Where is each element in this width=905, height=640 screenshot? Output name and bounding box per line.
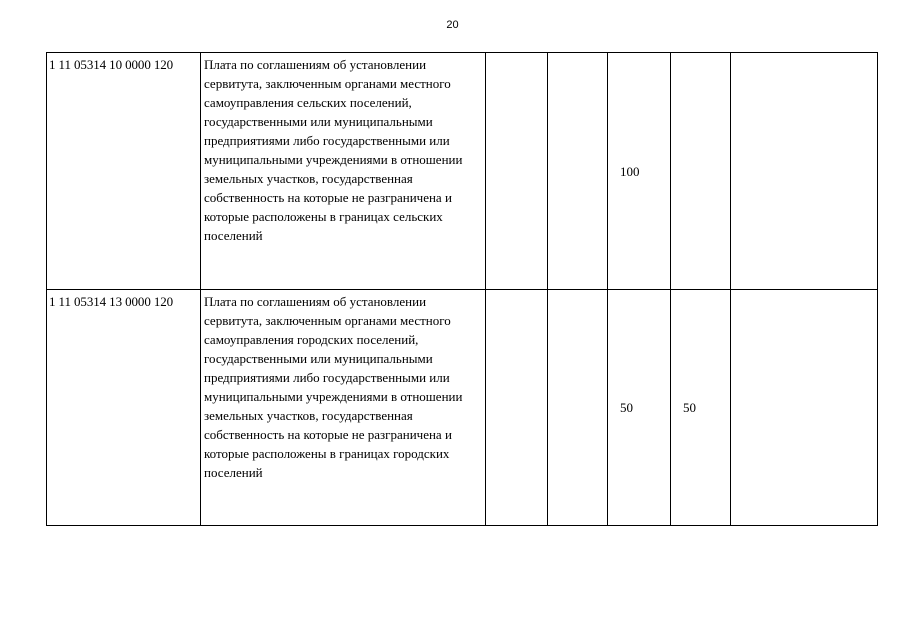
value-cell-3	[486, 53, 548, 290]
description-cell: Плата по соглашениям об установлении сервитута, заключенным органами местного самоуправления сельских поселений, государственными или муниципальными предприятиями либо государственными или муниципальными учреждениями в отношении земельных участков, государственная собственность на которые не разграничена и которые расположены в границах сельских поселений	[201, 53, 486, 290]
value-cell-7	[731, 290, 878, 526]
value-cell-7	[731, 53, 878, 290]
page-number: 20	[446, 19, 459, 31]
value-cell-3	[486, 290, 548, 526]
description-cell: Плата по соглашениям об установлении сервитута, заключенным органами местного самоуправления городских поселений, государственными или муниципальными предприятиями либо государственными или муниципальными учреждениями в отношении земельных участков, государственная собственность на которые не разграничена и которые расположены в границах городских поселений	[201, 290, 486, 526]
budget-code-cell: 1 11 05314 13 0000 120	[47, 290, 201, 526]
budget-code-cell: 1 11 05314 10 0000 120	[47, 53, 201, 290]
value-cell-5: 100	[608, 53, 671, 290]
value-cell-4	[548, 290, 608, 526]
table-row	[47, 53, 878, 290]
value-cell-4	[548, 53, 608, 290]
revenue-table	[46, 52, 878, 526]
value-cell-5: 50	[608, 290, 671, 526]
table-row	[47, 290, 878, 526]
value-cell-6: 50	[671, 290, 731, 526]
value-cell-6	[671, 53, 731, 290]
